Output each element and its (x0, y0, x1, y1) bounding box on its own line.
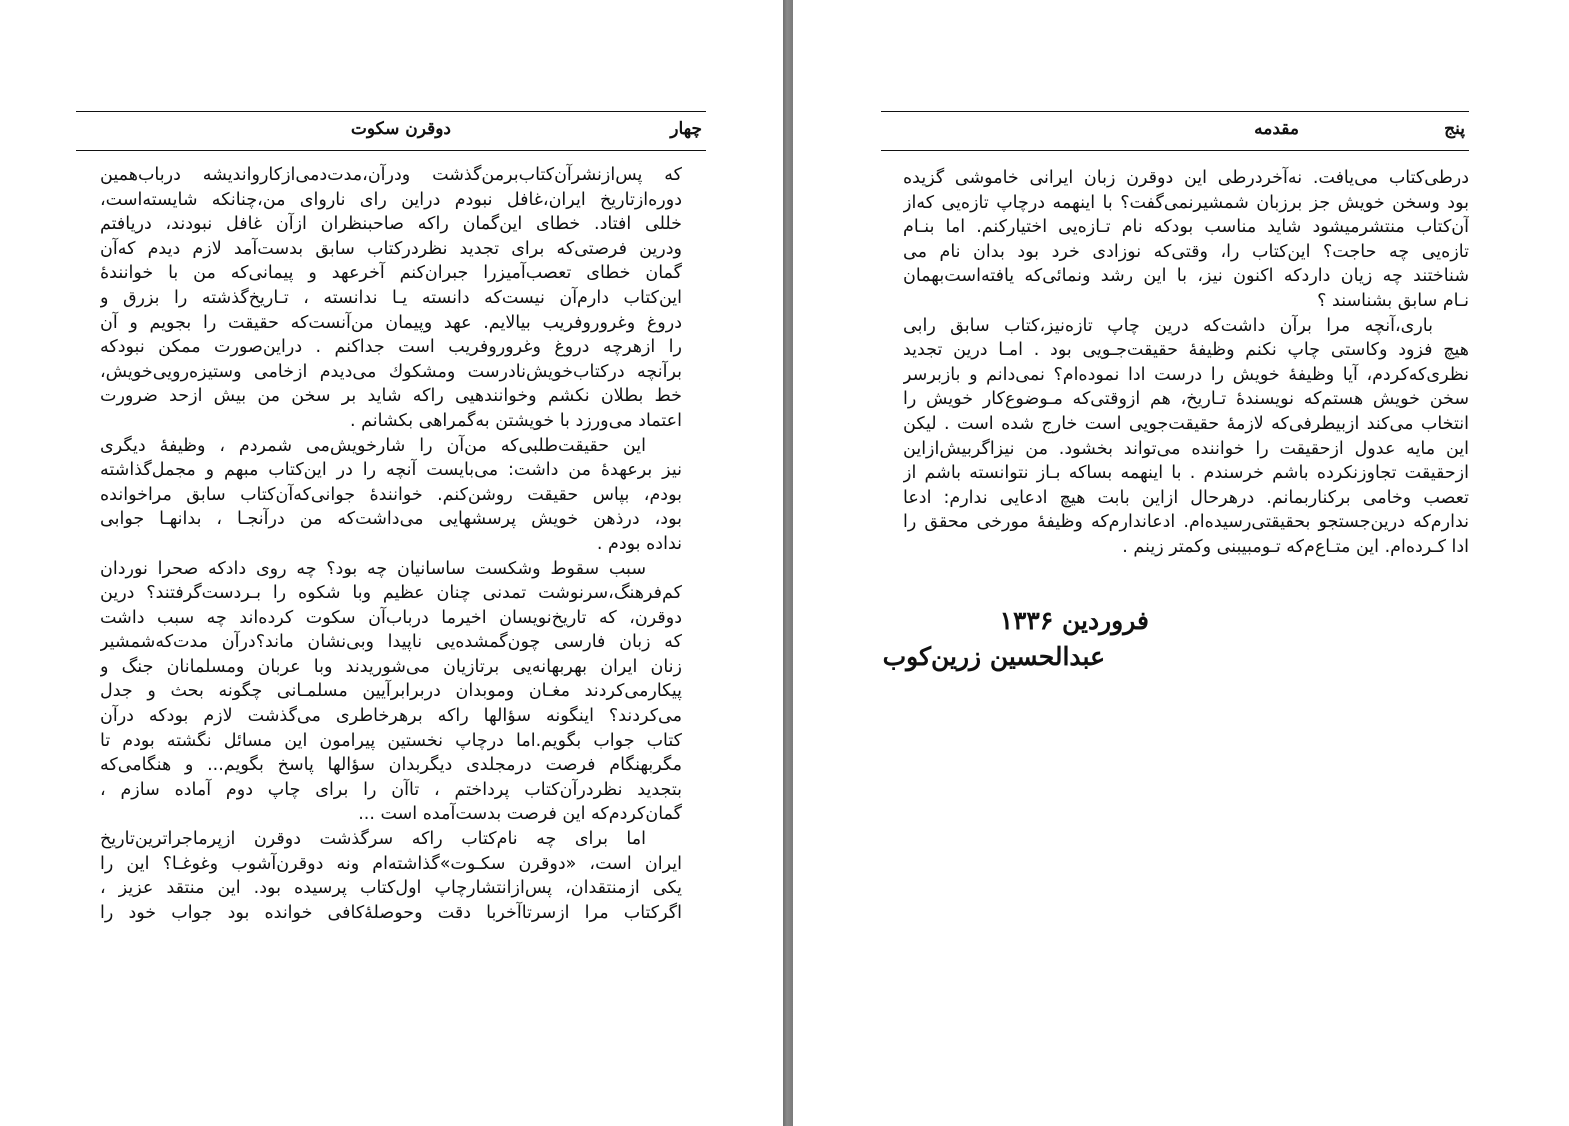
text-line: گمان خطای تعصب‌آمیزرا جبران‌کنم آخرعهد و پیمانی‌که من با خوانندهٔ (100, 263, 682, 284)
text-line: کتاب جواب بگویم.اما درچاپ نخستین پیرامون این مسائل نگشته بودم تا (100, 730, 682, 751)
text-line: کم‌فرهنگ،سرنوشت تمدنی چنان عظیم وبا شکوه را بـردست‌گرفتند؟ درین (100, 583, 682, 604)
text-line: سخن خویش هستم‌که نویسندهٔ تـاریخ، هم ازوقتی‌که مـوضوع‌کار خویش را (903, 389, 1469, 410)
text-line: بودم، بپاس حقیقت روشن‌کنم. خوانندهٔ جوانی‌که‌آن‌کتاب سابق مراخوانده (100, 484, 682, 505)
left-page-header (76, 111, 706, 151)
text-line: تازه‌یی چه حاجت؟ این‌کتاب را، وقتی‌که نوزادی خرد بود بدان نام می‌ (903, 241, 1469, 262)
left-running-title: دوقرن سکوت (350, 119, 451, 139)
left-page (0, 0, 783, 1126)
text-line: اگرکتاب مرا ازسرتاآخربا دقت وحوصلهٔ‌کافی خوانده بود جواب خود را (100, 902, 682, 923)
text-line: باری،آنچه مرا برآن داشت‌که درین چاپ تازه‌نیز،کتاب سابق رابی (903, 315, 1433, 336)
right-page (793, 0, 1569, 1126)
signature-name: عبدالحسین زرین‌کوب (882, 642, 1105, 671)
left-page-number: چهار (670, 119, 702, 139)
text-line: اعتماد می‌ورزد با خویشتن به‌گمراهی بکشانم . (349, 410, 682, 431)
text-line: که زبان فارسی چون‌گمشده‌یی ناپیدا وبی‌نشان ماند؟درآن مدت‌که‌شمشیر (100, 632, 682, 653)
text-line: خللی افتاد. خطای این‌گمان راکه صاحبنظران ازآن غافل نبودند، دریافتم (100, 214, 682, 235)
text-line: ندارم‌که درین‌جستجو بحقیقتی‌رسیده‌ام. ادعاندارم‌که وظیفهٔ مورخی محقق را (903, 512, 1469, 533)
text-line: نظری‌که‌کردم، آیا وظیفهٔ خویش را درست ادا نموده‌ام؟ نمی‌دانم و بازبرسر (903, 364, 1469, 385)
text-line: سبب سقوط وشکست ساسانیان چه بود؟ چه روی دادکه صحرا نوردان (100, 558, 646, 579)
text-line: درطی‌کتاب می‌یافت. نه‌آخردرطی این دوقرن زبان ایرانی خاموشی گزیده (903, 168, 1469, 188)
right-page-number: پنج (1444, 119, 1465, 139)
text-line: دوره‌ازتاریخ ایران،غافل نبودم دراین رای ناروای من،چنانکه شایسته‌است، (100, 189, 682, 210)
text-line: هیچ فزود وکاستی چاپ نکنم وظیفهٔ حقیقت‌جـویی بود . امـا درین تجدید (903, 340, 1469, 361)
right-page-body (903, 166, 1469, 560)
text-line: یکی ازمنتقدان، پس‌ازانتشارچاپ اول‌کتاب پرسیده بود. این منتقد عزیز ، (100, 878, 682, 899)
text-line: ازحقیقت تجاوزنکرده باشم خرسندم . با اینهمه بساکه بـاز نتوانسته باشم از (903, 463, 1469, 484)
text-line: اما برای چه نام‌کتاب راکه سرگذشت دوقرن ازپرماجراترین‌تاریخ (100, 829, 646, 850)
text-line: خط بطلان نکشم وخوانندهیی راکه شاید بر سخن من بیش ازحد ضرورت (100, 386, 682, 407)
text-line: ودرین فرصتی‌که برای تجدید نظردرکتاب سابق بدست‌آمد لازم دیدم که‌آن (100, 238, 682, 259)
text-line: شناختند چه زیان داردکه اکنون نیز، با این رشد ونمائی‌که یافته‌است‌بهمان (903, 266, 1469, 287)
text-line: آن‌کتاب منتشرمیشود شاید مناسب بودکه نام تـازه‌یی اختیارکنم. اما بنـام (903, 217, 1469, 238)
text-line: این حقیقت‌طلبی‌که من‌آن را شارخویش‌می شمردم ، وظیفهٔ دیگری (100, 435, 646, 456)
text-line: که پس‌ازنشرآن‌کتاب‌برمن‌گذشت ودرآن،مدت‌دمی‌ازکاروانديشه درباب‌همین (100, 165, 682, 185)
text-line: نـام سابق بشناسند ؟ (1317, 290, 1469, 311)
text-line: ایران است، «دوقرن سکـوت»گذاشته‌ام ونه دوقرن‌آشوب وغوغـا؟ این را (100, 853, 682, 874)
text-line: تعصب وخامی برکناربمانم. درهرحال ازاین بابت هیچ ادعایی ندارم: ادعا (903, 487, 1469, 508)
right-page-header (881, 111, 1469, 151)
text-line: بتجدید نظردرآن‌کتاب پرداختم ، تاآن را برای چاپ دوم آماده سازم ، (100, 779, 682, 800)
text-line: بود وسخن خویش جز برزبان شمشیرنمی‌گفت؟ با اینهمه درچاپ تازه‌یی که‌از (903, 192, 1469, 213)
text-line: گمان‌کردم‌که این فرصت بدست‌آمده است ... (358, 804, 682, 825)
text-line: را ازهرچه دروغ وغروروفریب است جداکنم . دراین‌صورت ممکن نبودکه (100, 337, 682, 358)
text-line: انتخاب می‌کند ازبیطرفی‌که لازمهٔ حقیقت‌جویی است خارج شده است . لیکن (903, 413, 1469, 434)
text-line: پیکارمی‌کردند مغـان وموبدان دربرابرآیین مسلمـانی چگونه بحث و جدل (100, 681, 682, 702)
text-line: این مایه عدول ازحقیقت را خواننده می‌تواند بخشود. من نیزاگربیش‌ازاین (903, 438, 1469, 459)
text-line: زنان ایران بهربهانه‌یی برتازیان می‌شوریدند وبا عربان ومسلمانان جنگ و (100, 656, 682, 677)
text-line: ادا کـرده‌ام. این متـاع‌م‌که تـومبیبنی وکمتر زینم . (1122, 536, 1469, 557)
text-line: دروغ وغروروفریب بیالایم. عهد وپیمان من‌آنست‌که حقیقت را بجویم و آن (100, 312, 682, 333)
text-line: نداده بودم . (596, 533, 682, 554)
left-page-body (100, 163, 682, 925)
text-line: مگربهنگام فرصت درمجلدی دیگربدان سؤالها پاسخ بگویم... و هنگامی‌که (100, 755, 682, 776)
text-line: این‌کتاب دارم‌آن نیست‌که دانسته یـا ندانسته ، تـاریخ‌گذشته را بزرق و (100, 287, 682, 308)
text-line: نیز برعهدهٔ من داشت: می‌بایست آنچه را در این‌کتاب مبهم و مجمل‌گذاشته (100, 460, 682, 481)
text-line: دوقرن، که تاریخ‌نویسان اخیرما درباب‌آن سکوت کرده‌اند چه سبب داشت (100, 607, 682, 628)
right-running-title: مقدمه (1254, 119, 1299, 139)
book-gutter (783, 0, 793, 1126)
text-line: بود، درذهن خویش پرسشهایی می‌داشت‌که من درآنجـا ، بدانهـا جوابی (100, 509, 682, 530)
text-line: می‌کردند؟ اینگونه سؤالها راکه برهرخاطری می‌گذشت لازم بودکه درآن (100, 706, 682, 727)
text-line: برآنچه درکتاب‌خویش‌نادرست ومشکوك می‌دیدم ازخامی وستیزه‌رویی‌خویش، (100, 361, 682, 382)
signature-date: فروردین ۱۳۳۶ (999, 606, 1149, 635)
